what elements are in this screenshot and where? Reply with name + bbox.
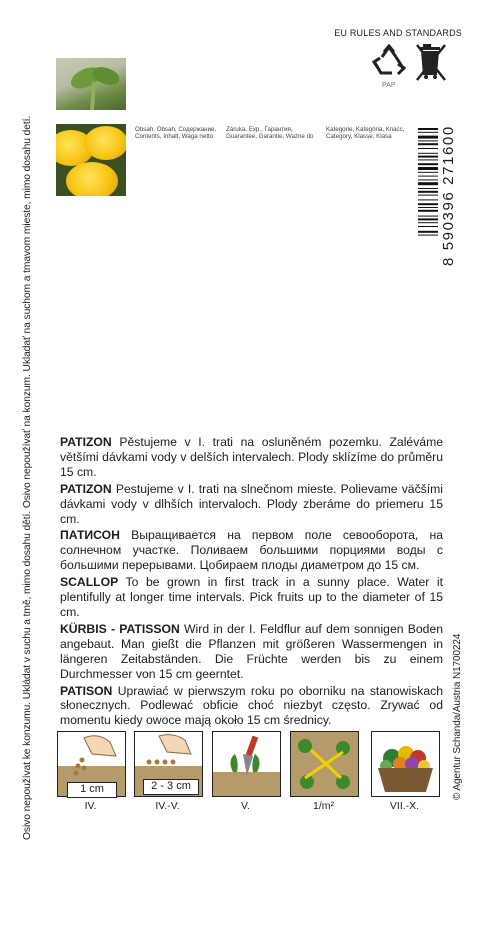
- barcode-bar: [418, 143, 438, 145]
- barcode-bar: [418, 167, 438, 170]
- barcode-bar: [418, 179, 438, 180]
- month-label-1: IV.: [84, 800, 97, 812]
- month-label-3: V.: [241, 800, 250, 812]
- month-label-2: IV.-V.: [155, 800, 180, 812]
- barcode-bar: [418, 172, 438, 173]
- spec-guarantee: Záruka, Exp., Гарантия, Guarantee, Garantie, Ważne do: [226, 126, 314, 141]
- barcode-bar: [418, 235, 438, 236]
- barcode-bar: [418, 231, 438, 233]
- barcode-bar: [418, 132, 438, 133]
- barcode-bar: [418, 140, 438, 141]
- eu-rules-label: EU RULES AND STANDARDS: [334, 28, 462, 38]
- depth-box: 1 cm: [67, 782, 117, 798]
- paragraph-sk: PATIZON Pestujeme v I. trati na slnečnom mieste. Polievame väčšími dávkami vody v dlhších intervaloch. Plody zberáme do priemeru 15 cm.: [60, 481, 443, 526]
- barcode-bar: [418, 163, 438, 165]
- barcode-bar: [418, 222, 438, 223]
- paragraph-cz: PATIZON Pěstujeme v I. trati na osluněném pozemku. Zaléváme většími dávkami vody v delších intervalech. Plody sklízíme do průměru 15 cm.: [60, 435, 444, 479]
- spec-contents: Obsah, Obsah, Содержание, Contents, Inhalt, Waga netto: [135, 126, 217, 141]
- paragraph-pl: PATISON Uprawiać w pierwszym roku po oborniku na stanowiskach słonecznych. Podlewać obficie choć niezbyt często. Zrywać od momentu kiedy owoce mają około 15 cm średnicy.: [60, 683, 443, 728]
- copyright-text: © Agentur Schanda/Austria N1700224: [452, 633, 463, 800]
- barcode-bar: [418, 207, 438, 208]
- seedling-photo: [56, 58, 126, 110]
- barcode-bar: [418, 159, 438, 160]
- barcode-bar: [418, 156, 438, 158]
- paragraph-ru: ПАТИСОН Выращивается на первом поле севооборота, на солнечном участке. Поливаем большими порциями воды с большими перерывами. Цобираем плоды диаметром до 15 см.: [60, 528, 443, 573]
- barcode-bar: [418, 182, 438, 185]
- barcode-bar: [418, 136, 438, 139]
- barcode-bar: [418, 226, 438, 227]
- plant-density-icon: [290, 731, 359, 797]
- barcode-bar: [418, 191, 438, 193]
- instructions: [60, 435, 443, 730]
- barcode-bar: [418, 128, 438, 130]
- barcode-bar: [418, 210, 438, 212]
- barcode: [418, 126, 460, 266]
- barcode-bar: [418, 218, 438, 220]
- barcode-bar: [418, 203, 438, 205]
- barcode-bar: [418, 188, 438, 189]
- barcode-bar: [418, 195, 438, 196]
- spec-category: Kategorie, Kategória, Класс, Category, Klasse, Klasa: [326, 126, 405, 141]
- side-warning-text: Osivo nepoužívat ke konzumu. Ukládat v suchu a tmě, mimo dosahu dětí. Osivo nepoužívať na konzum. Ukladať na suchom a tmavom mieste, mimo dosahu detí.: [22, 115, 33, 840]
- paragraph-de: KÜRBIS - PATISSON Wird in der I. Feldflur auf dem sonnigen Boden angebaut. Man gießt die Pflanzen mit größeren Wassermengen in längeren Zeitabständen. Die Früchte werden bis zu einem Durchmesser von 15 cm geerntet.: [60, 621, 443, 681]
- barcode-bar: [418, 216, 438, 217]
- barcode-bar: [418, 148, 438, 149]
- barcode-number: 8 590396 271600: [440, 125, 457, 266]
- patison-fruit-photo: [56, 124, 126, 196]
- density-label: 1/m²: [313, 800, 334, 812]
- planting-trowel-icon: [212, 731, 281, 797]
- paragraph-en: SCALLOP To be grown in first track in a sunny place. Water it plentifully at longer time intervals. Pick fruits up to the diameter of 15 cm.: [60, 575, 443, 619]
- barcode-bar: [418, 153, 438, 154]
- barcode-bar: [418, 176, 438, 177]
- spacing-box: 2 - 3 cm: [143, 779, 199, 795]
- trash-bin-icon: [416, 42, 446, 82]
- harvest-basket-icon: [371, 731, 440, 797]
- recycle-icon: [372, 44, 406, 78]
- month-label-5: VII.-X.: [389, 800, 420, 812]
- pap-label: PAP: [382, 82, 396, 89]
- barcode-bar: [418, 199, 438, 200]
